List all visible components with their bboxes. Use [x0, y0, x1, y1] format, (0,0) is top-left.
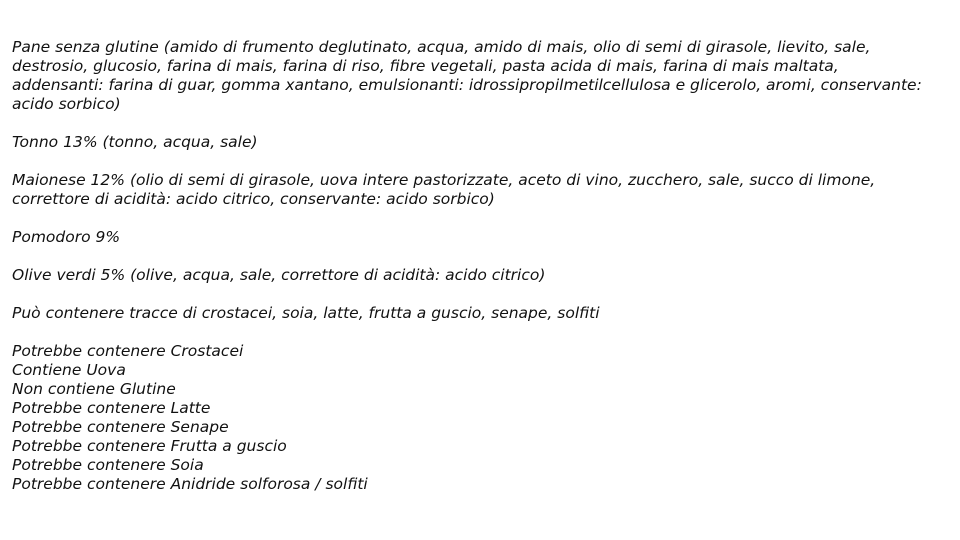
ingredient-tomato — [12, 228, 960, 247]
allergen-item: Potrebbe contenere Anidride solforosa / solfiti — [12, 475, 368, 493]
allergen-item: Potrebbe contenere Latte — [12, 399, 211, 417]
allergen-item: Non contiene Glutine — [12, 380, 176, 398]
text-line: Pomodoro 9% — [12, 228, 121, 246]
text-line: Maionese 12% (olio di semi di girasole, uova intere pastorizzate, aceto di vino, zucchero, sale, succo di limone, — [12, 171, 876, 189]
text-line: acido sorbico) — [12, 95, 121, 113]
ingredient-olives — [12, 266, 960, 285]
allergen-item: Potrebbe contenere Soia — [12, 456, 204, 474]
allergen-item: Potrebbe contenere Senape — [12, 418, 229, 436]
text-line: correttore di acidità: acido citrico, conservante: acido sorbico) — [12, 190, 495, 208]
text-line: Olive verdi 5% (olive, acqua, sale, correttore di acidità: acido citrico) — [12, 266, 546, 284]
traces-warning — [12, 304, 960, 323]
text-line: Pane senza glutine (amido di frumento deglutinato, acqua, amido di mais, olio di semi di girasole, lievito, sale, — [12, 38, 871, 56]
allergen-item: Contiene Uova — [12, 361, 126, 379]
ingredient-bread — [12, 38, 960, 114]
text-line: destrosio, glucosio, farina di mais, farina di riso, fibre vegetali, pasta acida di mais, farina di mais maltata, — [12, 57, 839, 75]
ingredient-tuna — [12, 133, 960, 152]
text-line: addensanti: farina di guar, gomma xantano, emulsionanti: idrossipropilmetilcellulosa e glicerolo, aromi, conservante: — [12, 76, 922, 94]
allergen-list — [12, 342, 960, 494]
text-line: Può contenere tracce di crostacei, soia, latte, frutta a guscio, senape, solfiti — [12, 304, 600, 322]
allergen-item: Potrebbe contenere Frutta a guscio — [12, 437, 287, 455]
allergen-item: Potrebbe contenere Crostacei — [12, 342, 244, 360]
ingredient-mayonnaise — [12, 171, 960, 209]
text-line: Tonno 13% (tonno, acqua, sale) — [12, 133, 258, 151]
